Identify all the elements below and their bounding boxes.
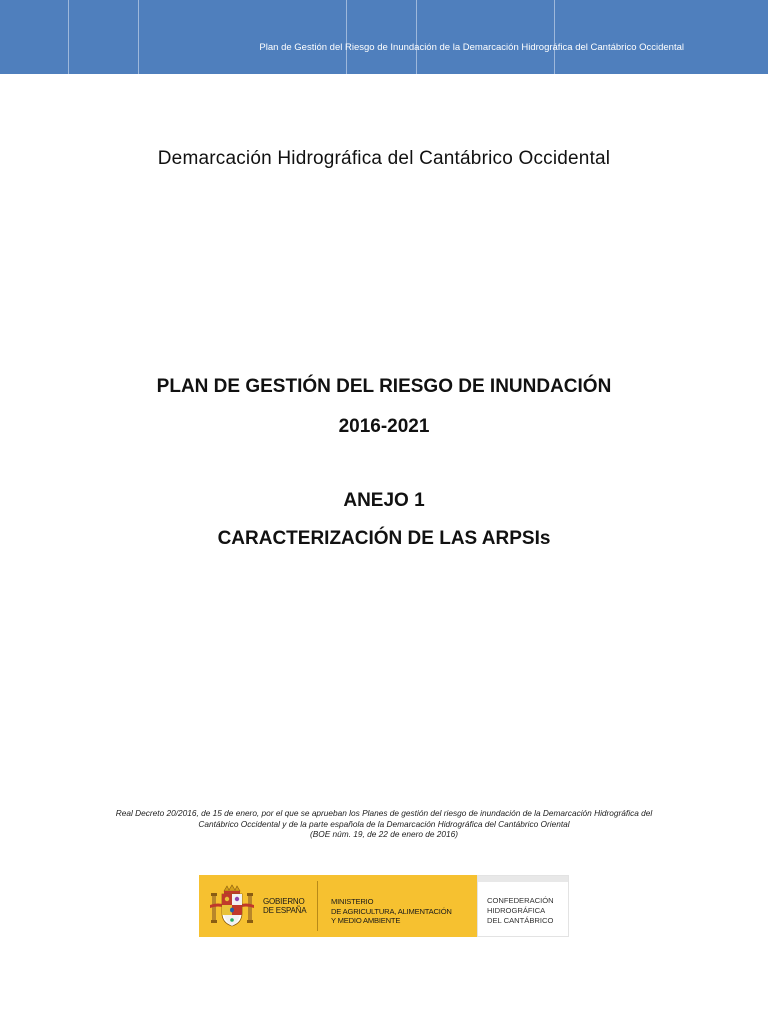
logo-text-line: DE AGRICULTURA, ALIMENTACIÓN xyxy=(331,906,452,916)
decree-line: Cantábrico Occidental y de la parte española de la Demarcación Hidrográfica del Cantábrico Oriental xyxy=(198,818,570,829)
header-divider xyxy=(68,0,69,74)
logo-text-line: DEL CANTÁBRICO xyxy=(487,916,554,925)
header-divider xyxy=(554,0,555,74)
logo-divider xyxy=(317,881,318,931)
running-header-title: Plan de Gestión del Riesgo de Inundación de la Demarcación Hidrográfica del Cantábrico Occidental xyxy=(259,42,684,53)
header-divider xyxy=(138,0,139,74)
logo-text-line: Y MEDIO AMBIENTE xyxy=(331,916,401,925)
institutional-logo-bar xyxy=(199,875,569,937)
coat-of-arms-icon xyxy=(209,883,255,929)
annex-title: CARACTERIZACIÓN DE LAS ARPSIs xyxy=(217,528,551,549)
logo-text-line: HIDROGRÁFICA xyxy=(487,906,546,915)
decree-line: Real Decreto 20/2016, de 15 de enero, por el que se aprueban los Planes de gestión del riesgo de inundación de la Demarcación Hidrográfica del xyxy=(115,808,653,818)
header-divider xyxy=(416,0,417,74)
confederacion-logo-text xyxy=(487,896,554,926)
plan-title: PLAN DE GESTIÓN DEL RIESGO DE INUNDACIÓN xyxy=(156,376,612,397)
demarcacion-title: Demarcación Hidrográfica del Cantábrico Occidental xyxy=(157,148,611,169)
logo-text-line: GOBIERNO xyxy=(263,897,305,906)
decree-line: (BOE núm. 19, de 22 de enero de 2016) xyxy=(309,829,459,839)
header-divider xyxy=(346,0,347,74)
ministry-logo-block xyxy=(199,875,477,937)
ministerio-logo-text xyxy=(331,897,452,926)
annex-number: ANEJO 1 xyxy=(343,490,425,511)
logo-text-line: CONFEDERACIÓN xyxy=(487,896,554,905)
plan-period: 2016-2021 xyxy=(338,416,430,437)
logo-text-line: MINISTERIO xyxy=(331,897,374,906)
gobierno-logo-text xyxy=(263,897,306,915)
header-band xyxy=(0,0,768,74)
decree-reference xyxy=(80,808,688,840)
logo-text-line: DE ESPAÑA xyxy=(263,906,307,915)
